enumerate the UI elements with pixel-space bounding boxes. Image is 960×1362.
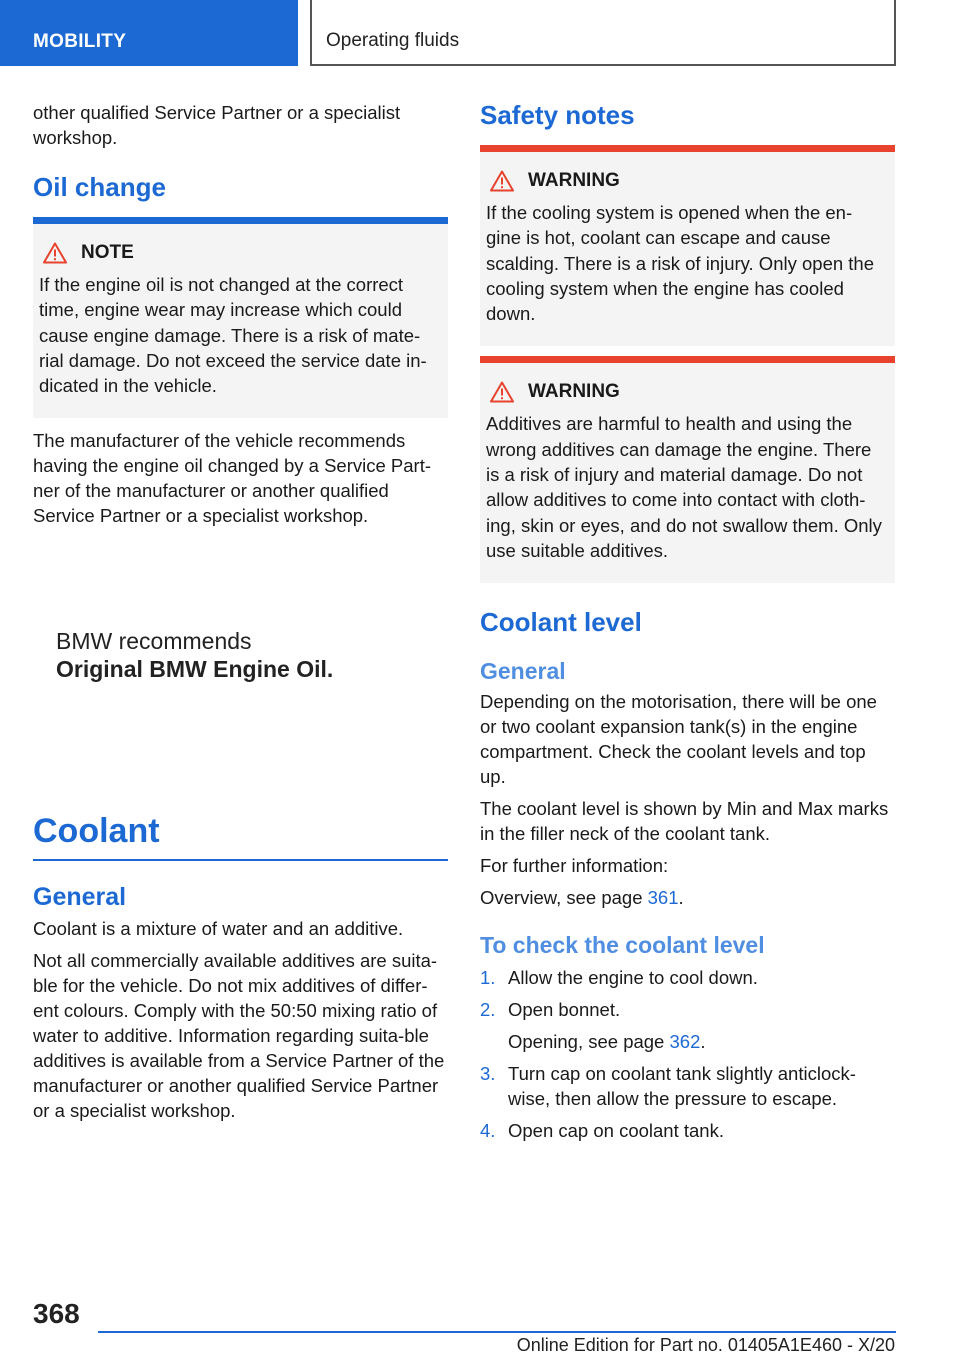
- section-tab: MOBILITY: [0, 0, 298, 66]
- step-sub-prefix: Opening, see page: [508, 1031, 670, 1053]
- warning-2-text: Additives are harmful to health and using the wrong additives can damage the engine. There is a risk of injury and material damage. Do not allow additives to come into contact with cloth‐ing, skin or eyes, and do not swallow them. Only use suitable additives.: [486, 413, 882, 561]
- coolant-heading: Coolant: [33, 812, 160, 850]
- warning-2-label: WARNING: [528, 381, 620, 403]
- intro-text: other qualified Service Partner or a specialist workshop.: [33, 102, 401, 148]
- step-number: 1.: [480, 967, 496, 989]
- step-item: [480, 965, 895, 990]
- page-link-362[interactable]: 362: [669, 1031, 701, 1053]
- edition-text: Online Edition for Part no. 01405A1E460 - X/20: [516, 1335, 895, 1355]
- warning-1-label: WARNING: [528, 170, 620, 191]
- chapter-title: Operating fluids: [310, 0, 896, 66]
- promo-line-1: BMW recommends: [56, 628, 252, 654]
- safety-notes-heading: Safety notes: [480, 100, 635, 130]
- coolant-general-p1: Coolant is a mixture of water and an additive.: [33, 918, 404, 939]
- page-number: 368: [33, 1298, 80, 1329]
- coolant-level-p3: For further information:: [480, 855, 669, 877]
- coolant-heading-rule: [33, 859, 448, 861]
- overview-reference: Overview, see page 361.: [480, 887, 684, 909]
- note-label: NOTE: [81, 242, 134, 263]
- right-column: [480, 100, 895, 1150]
- oil-change-heading: Oil change: [33, 172, 166, 202]
- note-box: [33, 217, 448, 418]
- warning-triangle-icon: [490, 381, 514, 403]
- overview-prefix: Overview, see page: [480, 887, 648, 909]
- left-column: [33, 100, 448, 535]
- step-text: Turn cap on coolant tank slightly anticlock‐wise, then allow the pressure to escape.: [508, 1063, 856, 1110]
- promo-line-2: Original BMW Engine Oil.: [56, 656, 334, 682]
- step-number: 2.: [480, 999, 496, 1021]
- warning-box-2: [480, 356, 895, 583]
- step-item: [480, 997, 895, 1054]
- oil-change-paragraph: The manufacturer of the vehicle recommends having the engine oil changed by a Service Part‐ner of the manufacturer or another qualified Service Partner or a specialist workshop.: [33, 430, 432, 527]
- step-number: 4.: [480, 1120, 496, 1142]
- step-item: [480, 1118, 895, 1143]
- warning-triangle-icon: [490, 170, 514, 192]
- warning-1-text: If the cooling system is opened when the en‐gine is hot, coolant can escape and cause scalding. There is a risk of injury. Only open the cooling system when the engine has cooled down.: [486, 202, 875, 325]
- coolant-section: [33, 812, 448, 1130]
- step-item: [480, 1061, 895, 1111]
- coolant-level-p2: The coolant level is shown by Min and Max marks in the filler neck of the coolant tank.: [480, 798, 889, 845]
- page-link-361[interactable]: 361: [647, 887, 679, 909]
- step-number: 3.: [480, 1063, 496, 1085]
- coolant-level-p1: Depending on the motorisation, there will be one or two coolant expansion tank(s) in the engine compartment. Check the coolant levels and top up.: [480, 691, 877, 788]
- coolant-general-p2: Not all commercially available additives are suita‐ble for the vehicle. Do not mix additives of differ‐ent colours. Comply with the 50:50 mixing ratio of water to additive. Information regarding suita‐ble additives is available from a Service Partner of the manufacturer or another qualified Service Partner or a specialist workshop.: [33, 950, 445, 1121]
- step-text-block: Open bonnet. Opening, see page 362.: [508, 999, 706, 1053]
- coolant-level-heading: Coolant level: [480, 607, 642, 638]
- step-text: Open bonnet.: [508, 999, 621, 1021]
- note-text: If the engine oil is not changed at the correct time, engine wear may increase which could cause engine damage. There is a risk of mate‐rial damage. Do not exceed the service date in‐dicated in the vehicle.: [39, 274, 427, 397]
- step-text: Open cap on coolant tank.: [508, 1120, 724, 1142]
- check-steps-list: [480, 965, 895, 1143]
- bmw-oil-promo: [56, 627, 333, 683]
- coolant-level-general-heading: General: [480, 658, 566, 685]
- coolant-general-heading: General: [33, 883, 127, 911]
- step-text: Allow the engine to cool down.: [508, 967, 758, 989]
- footer-rule: [98, 1331, 896, 1333]
- check-coolant-heading: To check the coolant level: [480, 932, 765, 959]
- caution-triangle-icon: [43, 242, 67, 264]
- warning-box-1: [480, 145, 895, 346]
